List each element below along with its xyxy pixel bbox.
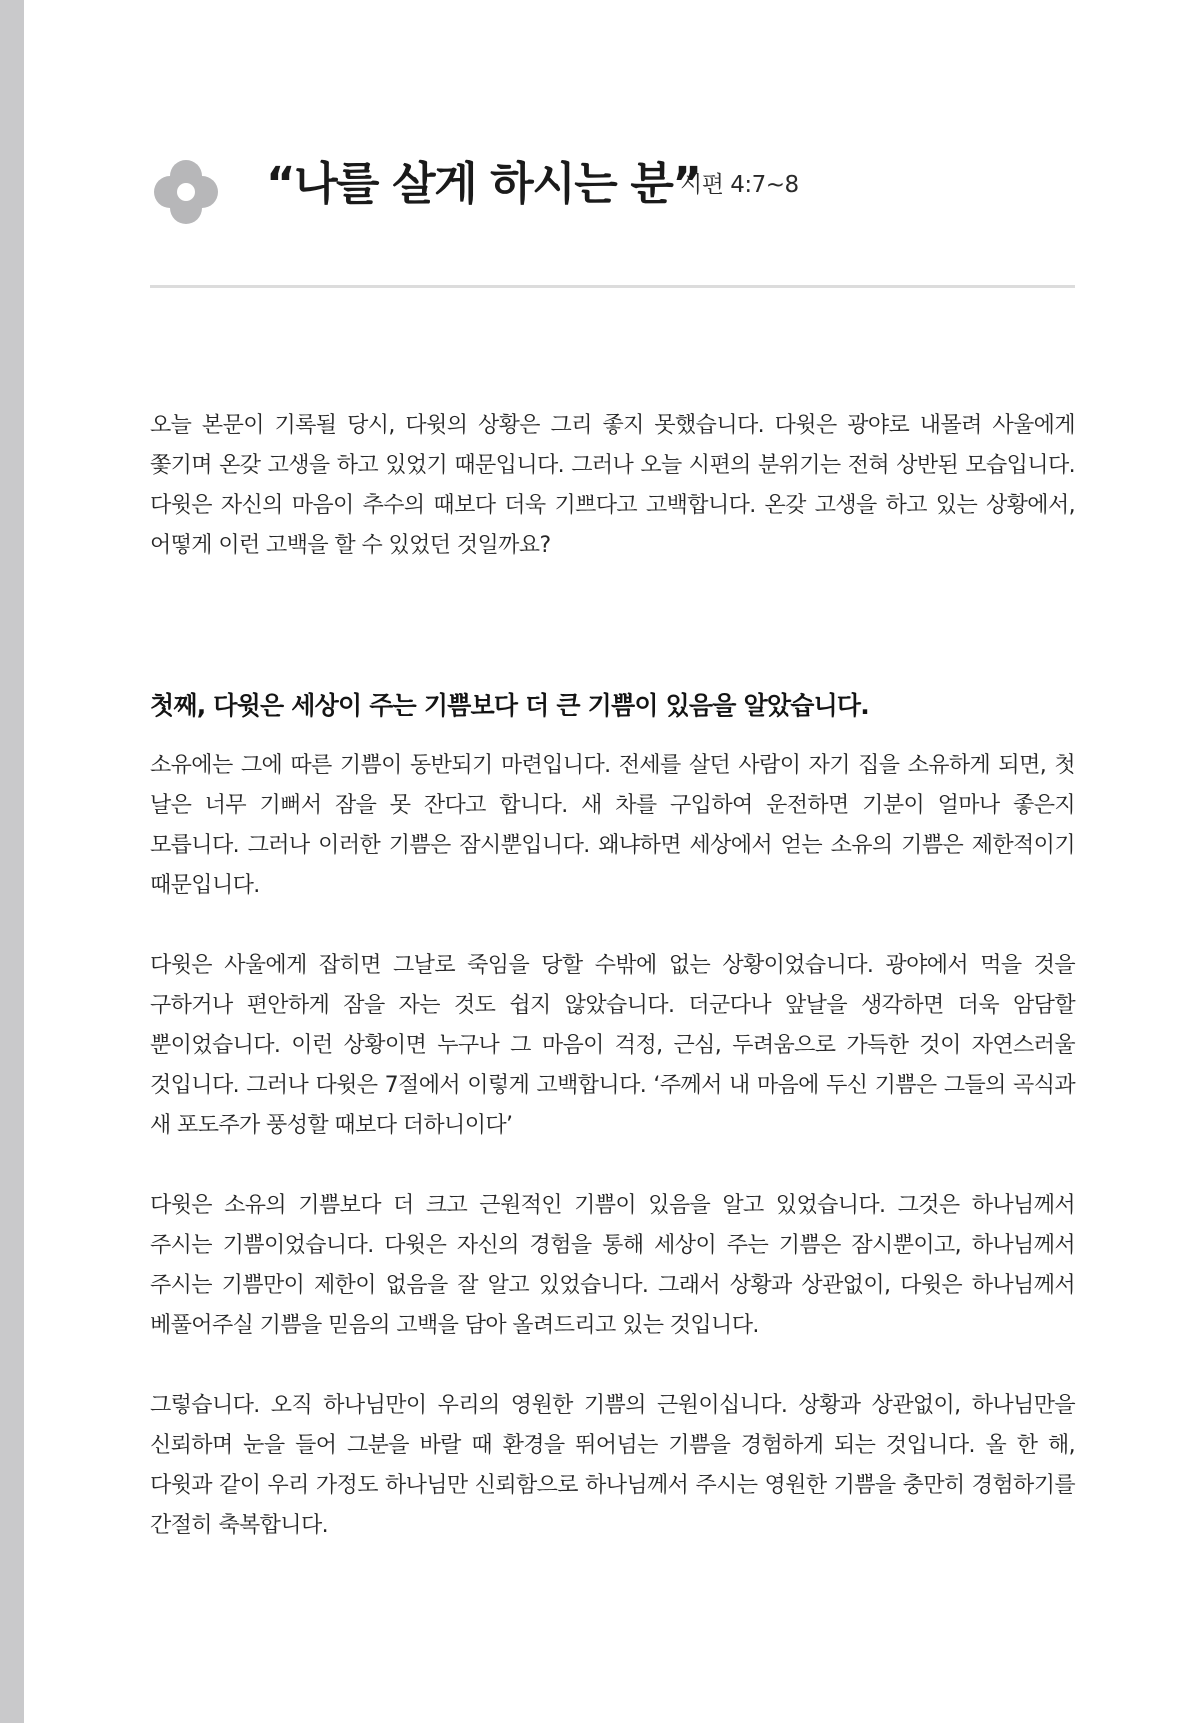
intro-paragraph: 오늘 본문이 기록될 당시, 다윗의 상황은 그리 좋지 못했습니다. 다윗은 광야로 내몰려 사울에게 쫓기며 온갖 고생을 하고 있었기 때문입니다. 그러나 오늘 시편의 분위기는 전혀 상반된 모습입니다. 다윗은 자신의 마음이 추수의 때보다 더욱 기쁘다고 고백합니다. 온갖 고생을 하고 있는 상황에서, 어떻게 이런 고백을 할 수 있었던 것일까요? (150, 413, 1075, 558)
flower-icon (150, 156, 222, 228)
body-paragraph: 소유에는 그에 따른 기쁨이 동반되기 마련입니다. 전세를 살던 사람이 자기 집을 소유하게 되면, 첫 날은 너무 기뻐서 잠을 못 잔다고 합니다. 새 차를 구입하여 운전하면 기분이 얼마나 좋은지 모릅니다. 그러나 이러한 기쁨은 잠시뿐입니다. 왜냐하면 세상에서 얻는 소유의 기쁨은 제한적이기 때문입니다. (150, 753, 1075, 898)
article-body (150, 406, 1075, 1546)
page-header (150, 150, 1080, 230)
scripture-reference: 시편 4:7~8 (680, 172, 799, 198)
body-paragraph: 그렇습니다. 오직 하나님만이 우리의 영원한 기쁨의 근원이십니다. 상황과 상관없이, 하나님만을 신뢰하며 눈을 들어 그분을 바랄 때 환경을 뛰어넘는 기쁨을 경험하게 되는 것입니다. 올 한 해, 다윗과 같이 우리 가정도 하나님만 신뢰함으로 하나님께서 주시는 영원한 기쁨을 충만히 경험하기를 간절히 축복합니다. (150, 1393, 1075, 1538)
page-edge-band (0, 0, 24, 1723)
body-paragraph: 다윗은 사울에게 잡히면 그날로 죽임을 당할 수밖에 없는 상황이었습니다. 광야에서 먹을 것을 구하거나 편안하게 잠을 자는 것도 쉽지 않았습니다. 더군다나 앞날을 생각하면 더욱 암담할 뿐이었습니다. 이런 상황이면 누구나 그 마음이 걱정, 근심, 두려움으로 가득한 것이 자연스러울 것입니다. 그러나 다윗은 7절에서 이렇게 고백합니다. ‘주께서 내 마음에 두신 기쁨은 그들의 곡식과 새 포도주가 풍성할 때보다 더하니이다’ (150, 953, 1075, 1138)
section-heading: 첫째, 다윗은 세상이 주는 기쁨보다 더 큰 기쁨이 있음을 알았습니다. (150, 691, 869, 720)
header-divider (150, 285, 1075, 288)
page-title: “나를 살게 하시는 분” (266, 157, 701, 210)
body-paragraph: 다윗은 소유의 기쁨보다 더 크고 근원적인 기쁨이 있음을 알고 있었습니다. 그것은 하나님께서 주시는 기쁨이었습니다. 다윗은 자신의 경험을 통해 세상이 주는 기쁨은 잠시뿐이고, 하나님께서 주시는 기쁨만이 제한이 없음을 잘 알고 있었습니다. 그래서 상황과 상관없이, 다윗은 하나님께서 베풀어주실 기쁨을 믿음의 고백을 담아 올려드리고 있는 것입니다. (150, 1193, 1075, 1338)
